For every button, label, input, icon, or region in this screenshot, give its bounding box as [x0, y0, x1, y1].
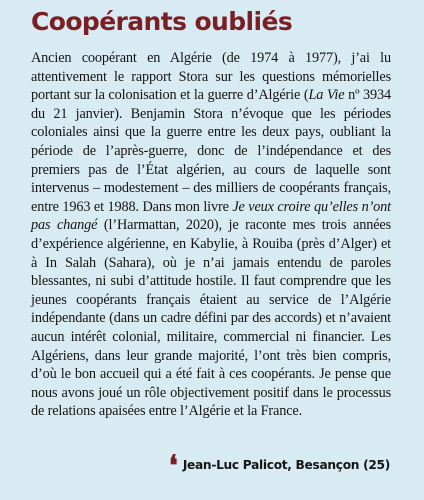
book-title: Je veux croire qu’elles n’ont pas changé — [31, 198, 392, 234]
letter-body-issue: nº 3934 du 21 janvier). Benjamin Stora n’évoque que les périodes coloniales ainsi que la guerre entre les deux pays, oubliant la période de l’après-guerre, donc de l’indépendance et des premiers pas de l’État algérien, au cours de laquelle sont intervenus – modestement – des milliers de coopérants français, entre 1963 et 1988. Dans mon livre — [31, 87, 392, 215]
letter-signature — [168, 449, 390, 482]
letter-body-rest: (l’Harmattan, 2020), je raconte mes trois années d’expérience algérienne, en Kabylie, à Rouiba (près d’Alger) et à In Salah (Sahara), où je n’ai jamais entendu de paroles blessantes, ni subi d’attitude hostile. Il faut comprendre que les jeunes coopérants français étaient au service de l’Algérie indépendante (dans un cadre défini par des accords) et n’avaient aucun intérêt colonial, militaire, commercial ni financier. Les Algériens, dans leur grande majorité, l’ont très bien compris, d’où le bon accueil qui a été fait à ces coopérants. Je pense que nous avons joué un rôle objectivement positif dans le processus de relations apaisées entre l’Algérie et la France. — [31, 217, 391, 420]
letter-body-intro: Ancien coopérant en Algérie (de 1974 à 1977), j’ai lu attentivement le rapport Stora sur les questions mémorielles portant sur la colonisation et la guerre d’Algérie ( — [31, 50, 391, 104]
letter-body — [31, 49, 391, 421]
quote-mark-icon: ❛ — [168, 449, 178, 482]
letter-author: Jean-Luc Palicot, Besançon (25) — [182, 458, 390, 472]
source-publication: La Vie — [308, 87, 345, 104]
letter-title: Coopérants oubliés — [31, 7, 293, 36]
